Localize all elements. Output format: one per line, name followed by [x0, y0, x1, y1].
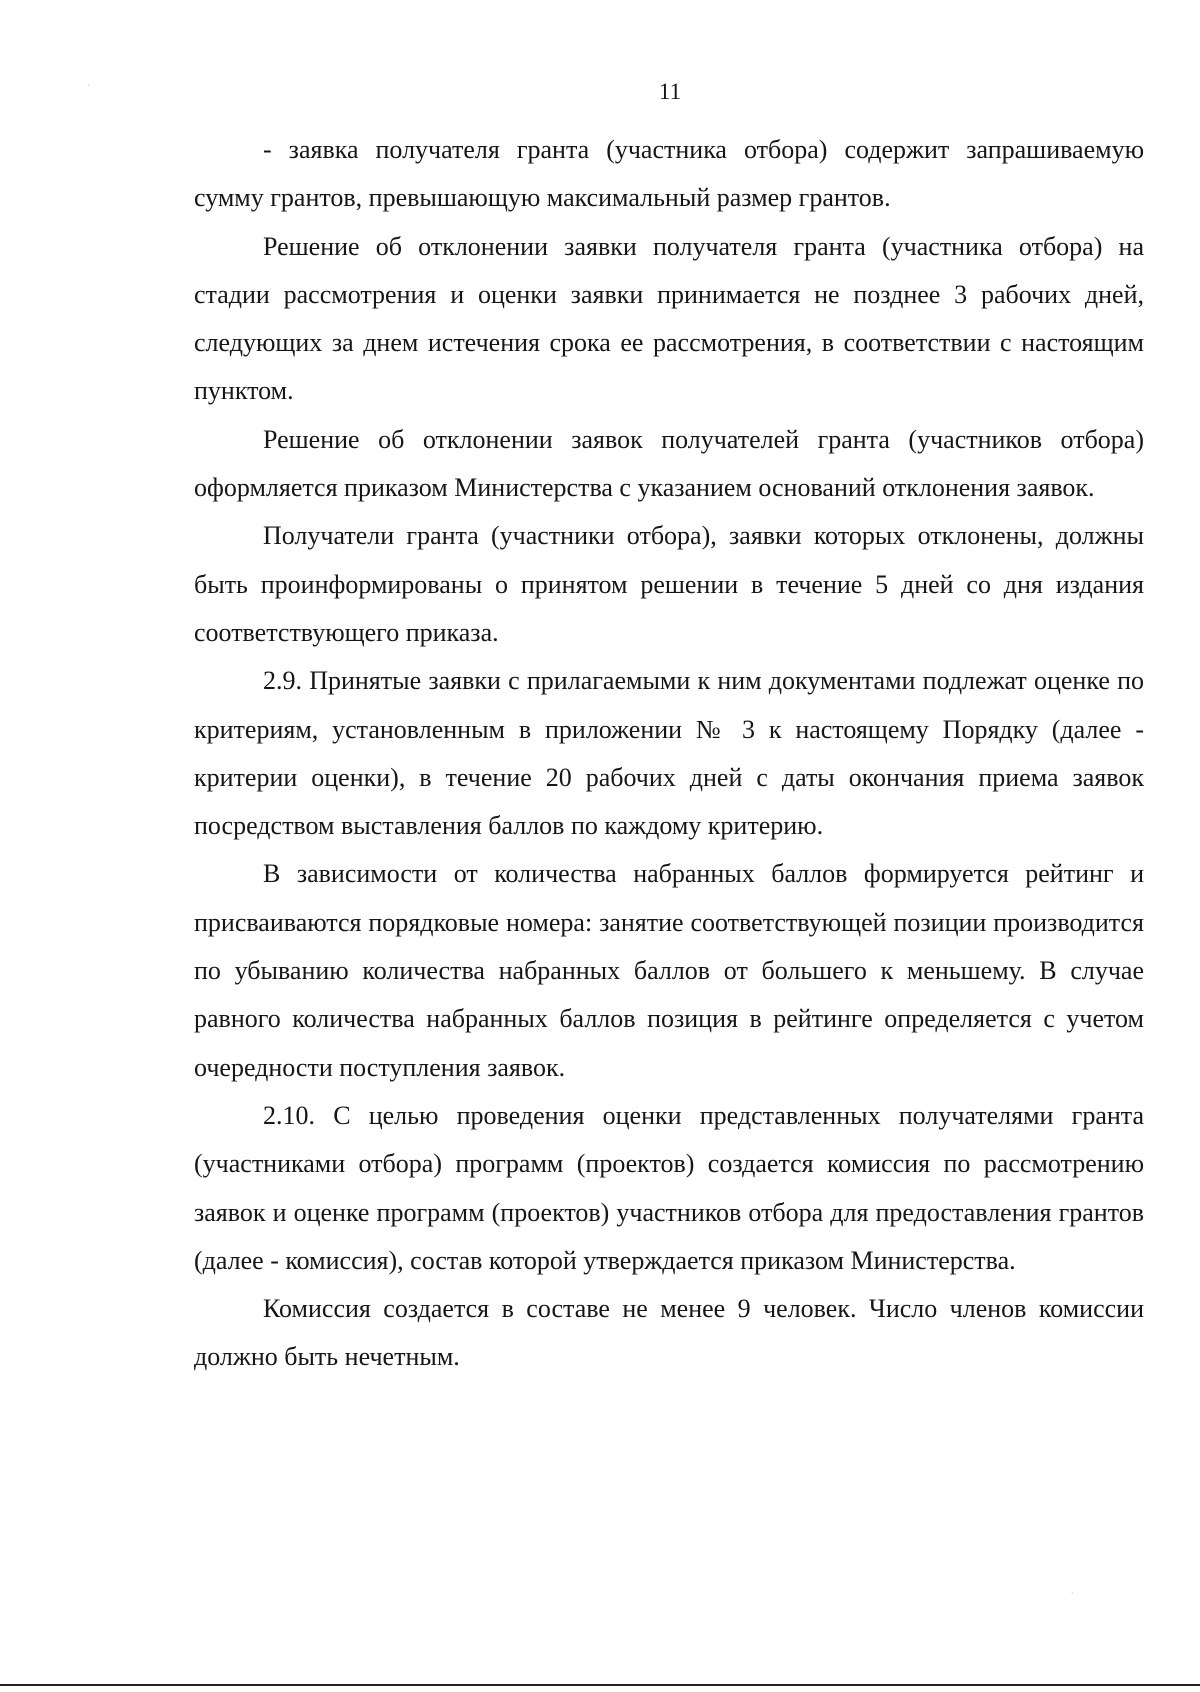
paragraph-notification: Получатели гранта (участники отбора), заявки которых отклонены, должны быть проинформированы о принятом решении в течение 5 дней со дня издания соответствующего приказа.: [194, 521, 1144, 647]
body-text: [194, 126, 1144, 1382]
paragraph-section-2-9: 2.9. Принятые заявки с прилагаемыми к ним документами подлежат оценке по критериям, установленным в приложении № 3 к настоящему Порядку (далее - критерии оценки), в течение 20 рабочих дней с даты окончания приема заявок посредством выставления баллов по каждому критерию.: [194, 666, 1144, 841]
paragraph-section-2-10: 2.10. С целью проведения оценки представленных получателями гранта (участниками отбора) программ (проектов) создается комиссия по рассмотрению заявок и оценке программ (проектов) участников отбора для предоставления грантов (далее - комиссия), состав которой утверждается приказом Министерства.: [194, 1100, 1144, 1275]
paragraph-rejection-reason: - заявка получателя гранта (участника отбора) содержит запрашиваемую сумму грантов, превышающую максимальный размер грантов.: [194, 135, 1144, 213]
bottom-rule: [0, 1684, 1200, 1686]
paragraph-commission-size: Комиссия создается в составе не менее 9 человек. Число членов комиссии должно быть нечетным.: [194, 1294, 1144, 1372]
scan-speck: ·: [1070, 1587, 1075, 1602]
paragraph-rejection-order: Решение об отклонении заявок получателей гранта (участников отбора) оформляется приказом Министерства с указанием оснований отклонения заявок.: [194, 424, 1144, 503]
page-number: 11: [658, 79, 682, 104]
paragraph-rating: В зависимости от количества набранных баллов формируется рейтинг и присваиваются порядковые номера: занятие соответствующей позиции производится по убыванию количества набранных баллов от большего к меньшему. В случае равного количества набранных баллов позиция в рейтинге определяется с учетом очередности поступления заявок.: [194, 859, 1144, 1082]
scan-speck: ·: [86, 79, 91, 94]
paragraph-rejection-deadline: Решение об отклонении заявки получателя гранта (участника отбора) на стадии рассмотрения и оценки заявки принимается не позднее 3 рабочих дней, следующих за днем истечения срока ее рассмотрения, в соответствии с настоящим пунктом.: [194, 231, 1144, 406]
